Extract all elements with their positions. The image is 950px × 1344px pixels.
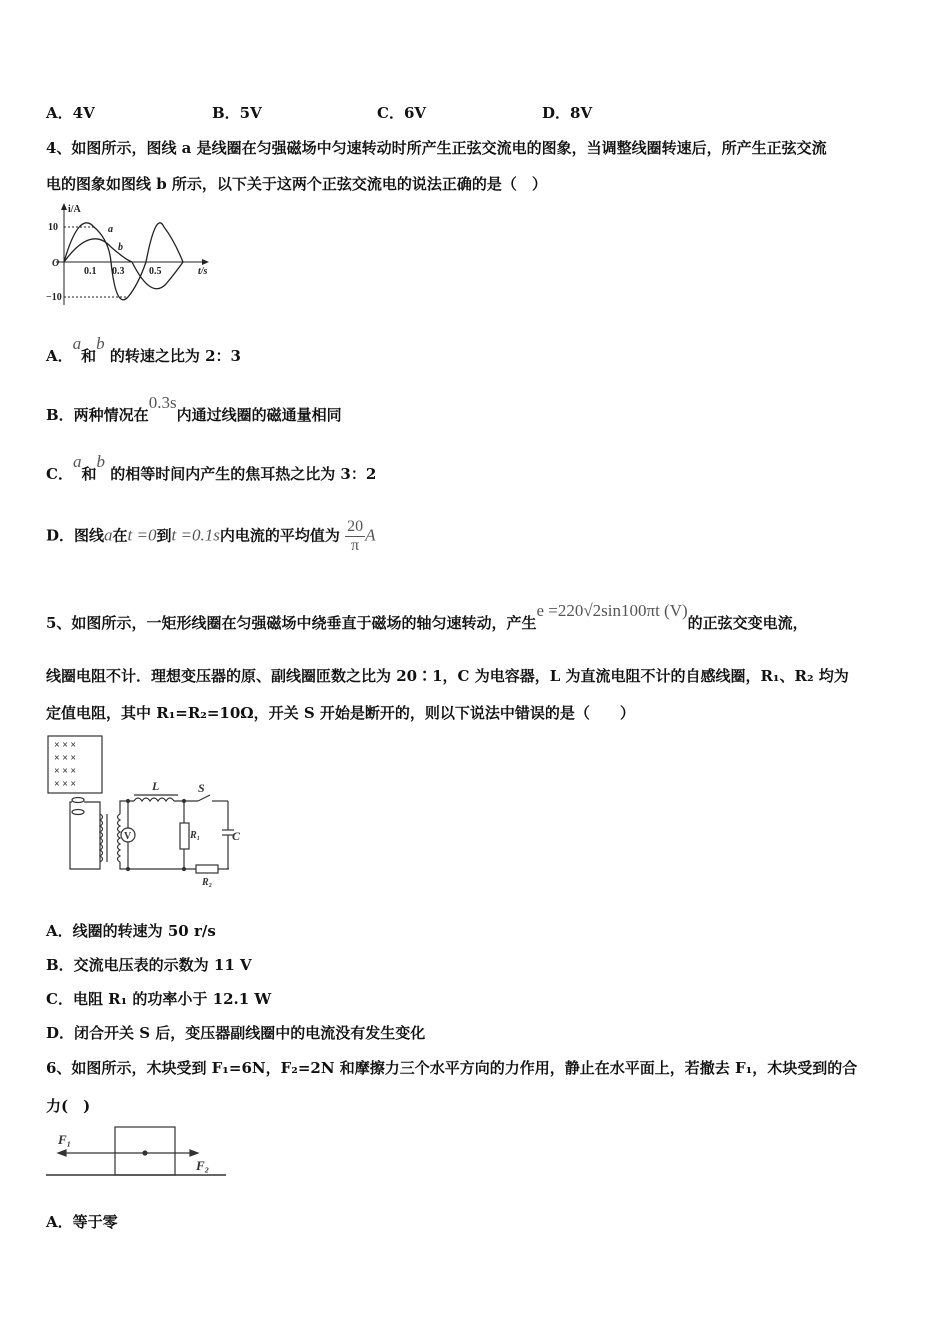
- curve-b: [64, 239, 183, 289]
- graph-xlabel: t/s: [198, 266, 208, 277]
- graph-tick: 0.5: [149, 266, 162, 277]
- graph-tick: 0.3: [112, 266, 125, 277]
- q3-option-b: B．5V: [212, 104, 262, 122]
- svg-text:× × ×: × × ×: [54, 779, 77, 790]
- curve-a-label: a: [108, 224, 113, 235]
- svg-text:V: V: [124, 831, 132, 842]
- curve-b-label: b: [118, 242, 123, 253]
- q5-option-c: C．电阻 R₁ 的功率小于 12.1 W: [46, 990, 272, 1008]
- graph-ytop: 10: [48, 222, 58, 233]
- graph-ylabel: i/A: [68, 204, 81, 215]
- q3-option-a: A．4V: [46, 104, 95, 122]
- curve-a: [64, 223, 183, 300]
- q4-stem-line1: 4、如图所示，图线 a 是线圈在匀强磁场中匀速转动时所产生正弦交流电的图象，当调整线圈转速后，所产生正弦交流: [46, 139, 827, 157]
- svg-text:L: L: [152, 779, 160, 793]
- graph-origin: O: [52, 258, 60, 269]
- q6-stem-line1: 6、如图所示，木块受到 F₁=6N，F₂=2N 和摩擦力三个水平方向的力作用，静止在水平面上，若撤去 F₁，木块受到的合: [46, 1059, 858, 1077]
- f2-label: F₂: [196, 1158, 210, 1173]
- svg-text:R₂: R₂: [202, 877, 213, 888]
- q5-stem-line3: 定值电阻，其中 R₁=R₂=10Ω，开关 S 开始是断开的，则以下说法中错误的是（ ）: [46, 704, 635, 722]
- q4-stem-line2: 电的图象如图线 b 所示，以下关于这两个正弦交流电的说法正确的是（ ）: [46, 175, 547, 193]
- graph-ybottom: −10: [46, 292, 62, 303]
- svg-text:C: C: [232, 829, 241, 843]
- q4-option-d: D．图线a在t =0到t =0.1s内电流的平均值为 $\frac{20}{\pi}$ A: [46, 518, 376, 554]
- q5-option-a: A．线圈的转速为 50 r/s: [46, 922, 216, 940]
- f1-label: F₁: [58, 1132, 72, 1147]
- q4-option-b: B．两种情况在0.3s内通过线圈的磁通量相同: [46, 393, 342, 424]
- svg-text:R₁: R₁: [190, 830, 201, 841]
- svg-text:× × ×: × × ×: [54, 766, 77, 777]
- q5-stem-line1: 5、如图所示，一矩形线圈在匀强磁场中绕垂直于磁场的轴匀速转动，产生e =220√2sin100πt (V)的正弦交变电流，: [46, 601, 808, 632]
- svg-text:S: S: [198, 781, 205, 795]
- q6-option-a: A．等于零: [46, 1213, 118, 1231]
- q5-stem-line2: 线圈电阻不计．理想变压器的原、副线圈匝数之比为 20∶1，C 为电容器，L 为直流电阻不计的自感线圈，R₁、R₂ 均为: [46, 667, 849, 685]
- q5-option-b: B．交流电压表的示数为 11 V: [46, 956, 252, 974]
- q3-option-d: D．8V: [542, 104, 593, 122]
- q6-block-figure: [44, 1122, 229, 1182]
- q5-option-d: D．闭合开关 S 后，变压器副线圈中的电流没有发生变化: [46, 1024, 426, 1042]
- svg-text:× × ×: × × ×: [54, 740, 77, 751]
- q3-option-c: C．6V: [377, 104, 427, 122]
- q4-option-a: A．a和b 的转速之比为 2：3: [46, 334, 241, 365]
- q5-circuit-diagram: [44, 732, 244, 892]
- q4-sine-graph: [46, 200, 216, 310]
- graph-tick: 0.1: [84, 266, 97, 277]
- q4-option-c: C．a和b 的相等时间内产生的焦耳热之比为 3：2: [46, 452, 377, 483]
- svg-text:× × ×: × × ×: [54, 753, 77, 764]
- q5-formula: e =220√2sin100πt (V): [536, 601, 688, 620]
- q6-stem-line2: 力( ): [46, 1097, 91, 1115]
